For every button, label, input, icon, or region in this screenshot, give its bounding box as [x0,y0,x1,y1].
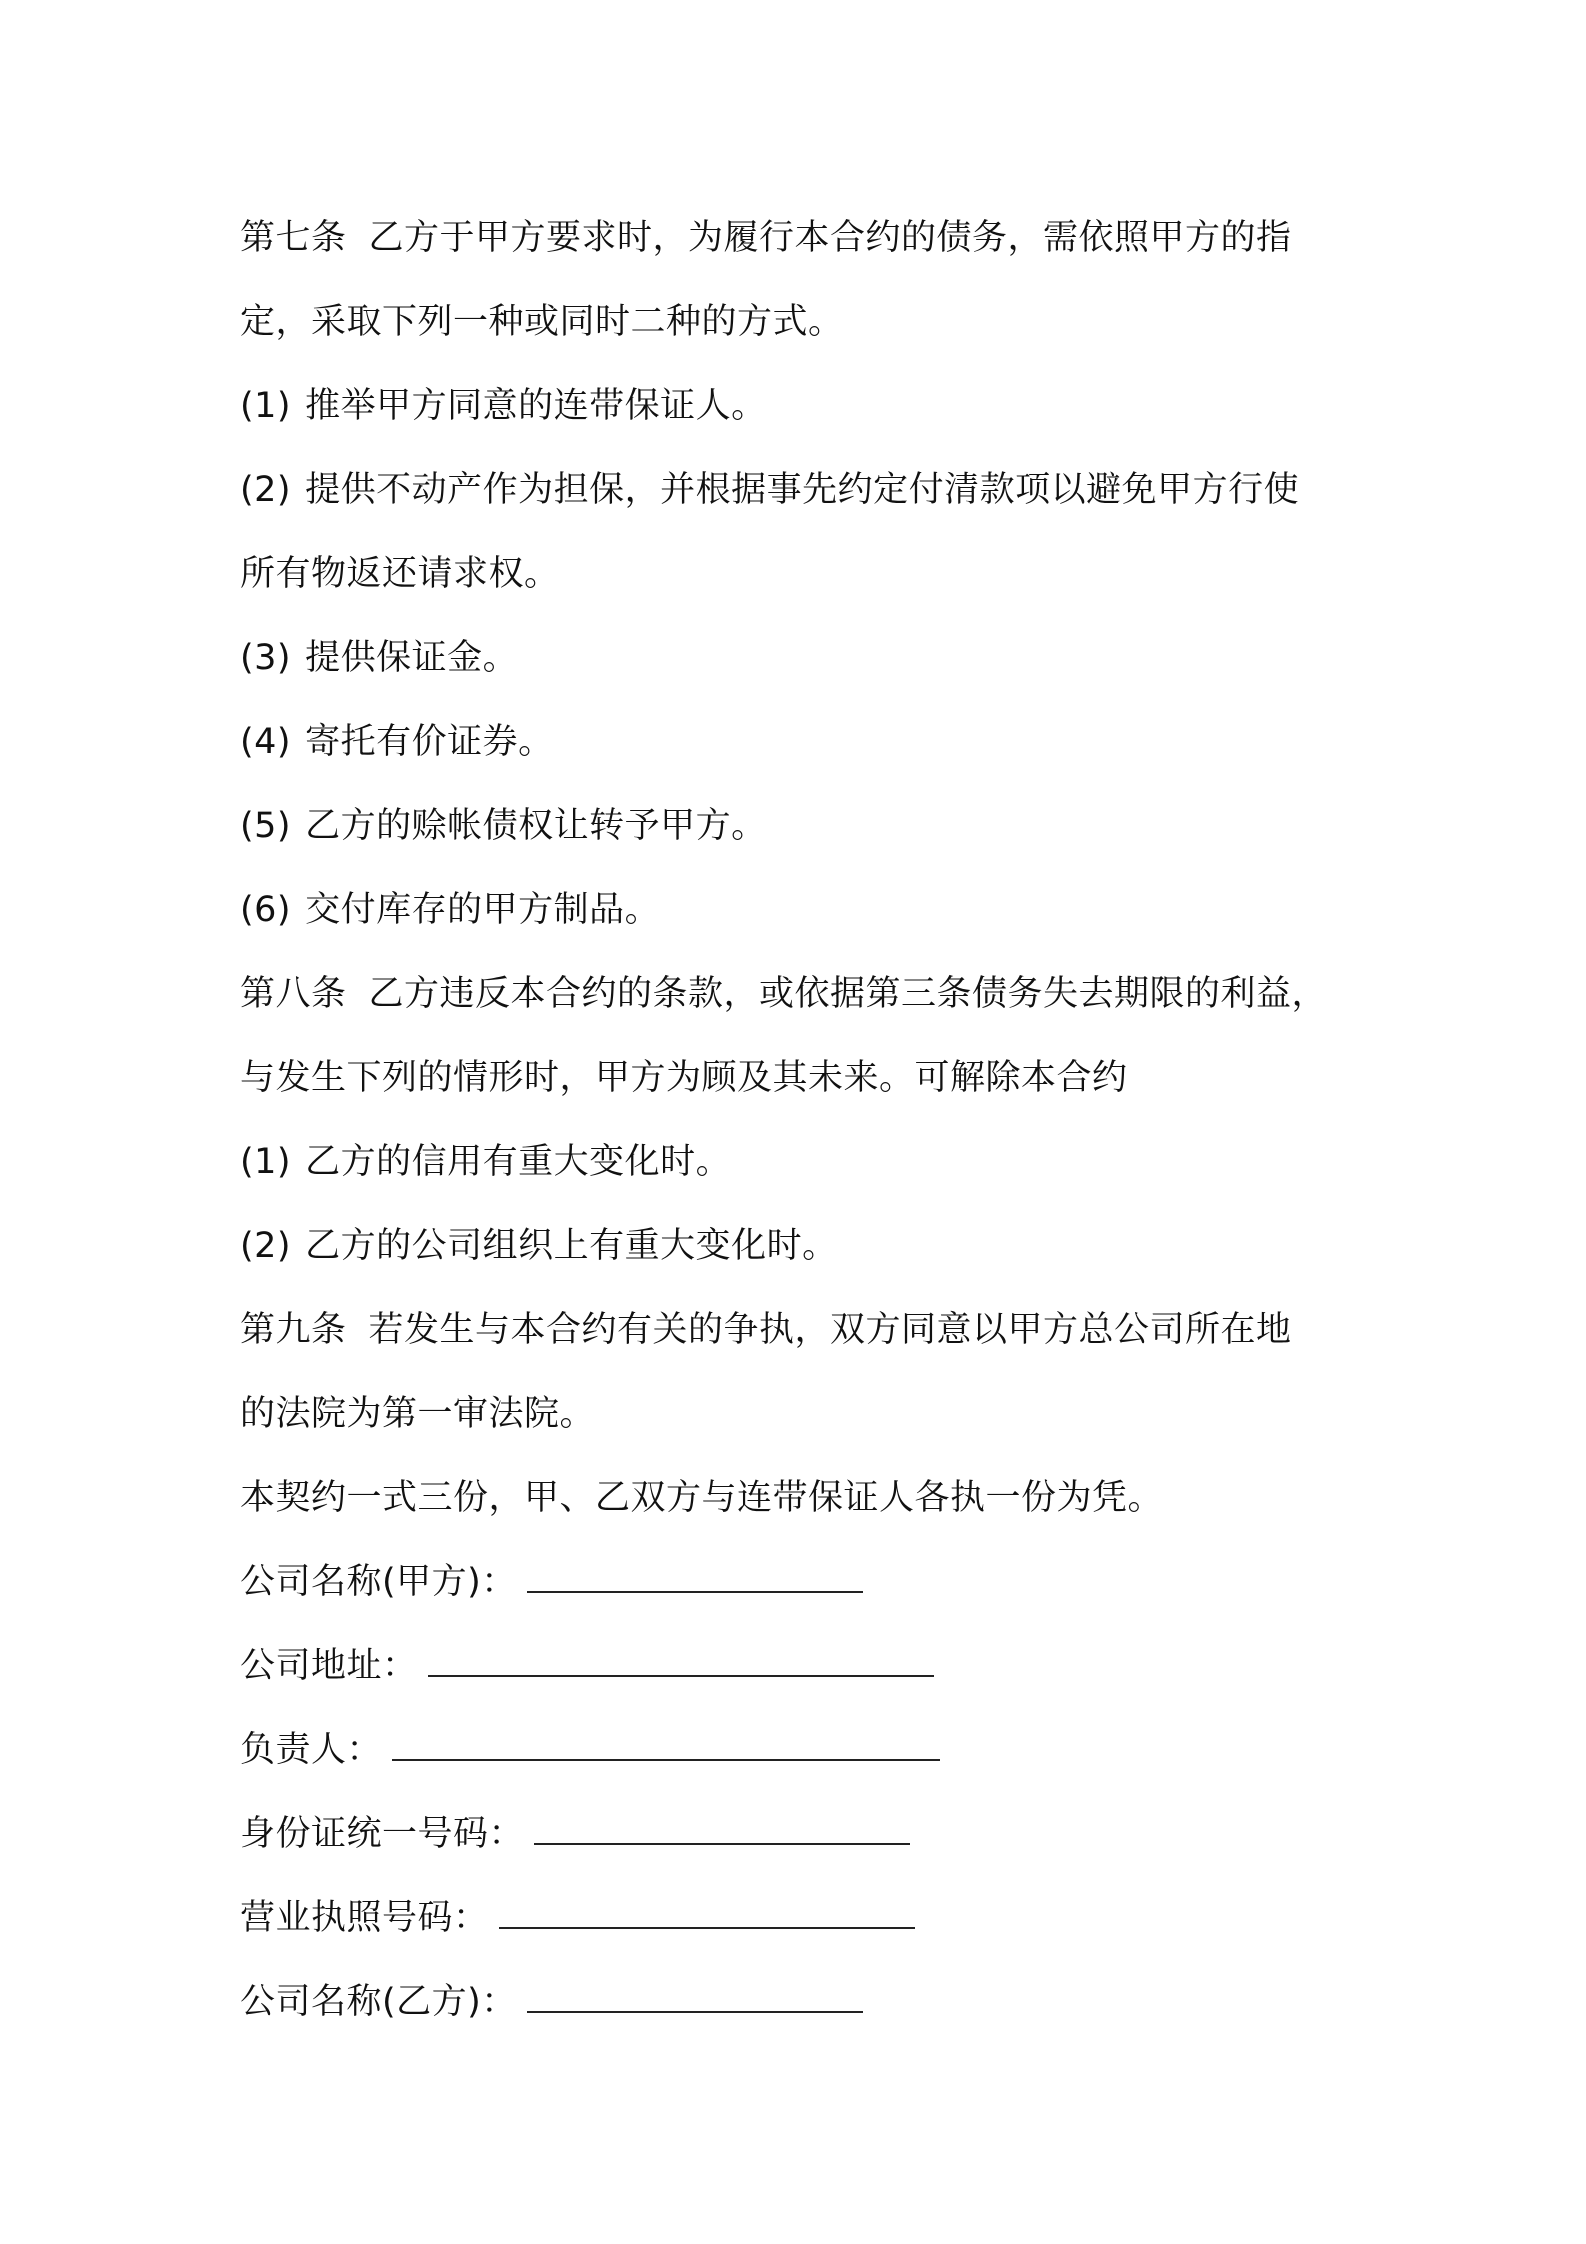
closing-statement [240,1456,1370,1540]
fill-in-blank[interactable] [534,1813,910,1845]
item-number: (6) [240,890,292,930]
field-company-address [240,1624,1370,1708]
article-8-item-2 [240,1204,1370,1288]
field-label: 营业执照号码： [240,1898,489,1938]
article-9-line-1 [240,1288,1370,1372]
article-7-text-2: 定，采取下列一种或同时二种的方式。 [240,302,844,342]
article-8-label: 第八条 [240,974,347,1014]
article-9-line-2 [240,1372,1370,1456]
field-label: 公司名称(甲方)： [240,1562,517,1602]
field-responsible-person [240,1708,1370,1792]
article-9-text-1: 若发生与本合约有关的争执，双方同意以甲方总公司所在地 [368,1310,1292,1350]
article-8-line-2 [240,1036,1370,1120]
field-label: 公司地址： [240,1646,418,1686]
item-text-continued: 所有物返还请求权。 [240,554,560,594]
item-text: 乙方的赊帐债权让转予甲方。 [305,806,767,846]
field-party-b-name [240,1960,1370,2044]
article-7-line-2 [240,280,1370,364]
article-7-item-4 [240,700,1370,784]
closing-text: 本契约一式三份，甲、乙双方与连带保证人各执一份为凭。 [240,1478,1164,1518]
item-text: 交付库存的甲方制品。 [305,890,661,930]
fill-in-blank[interactable] [392,1729,940,1761]
item-text: 提供保证金。 [305,638,519,678]
contract-body [240,196,1370,2044]
article-8-item-1 [240,1120,1370,1204]
article-9-text-2: 的法院为第一审法院。 [240,1394,596,1434]
article-7-item-2-continued [240,532,1370,616]
article-9-label: 第九条 [240,1310,347,1350]
field-label: 身份证统一号码： [240,1814,525,1854]
item-text: 乙方的信用有重大变化时。 [305,1142,732,1182]
item-text: 乙方的公司组织上有重大变化时。 [305,1226,838,1266]
fill-in-blank[interactable] [527,1981,863,2013]
item-number: (4) [240,722,292,762]
item-number: (1) [240,1142,292,1182]
item-number: (5) [240,806,292,846]
item-number: (1) [240,386,292,426]
article-8-text-1: 乙方违反本合约的条款，或依据第三条债务失去期限的利益， [368,974,1328,1014]
article-7-item-1 [240,364,1370,448]
fill-in-blank[interactable] [527,1561,863,1593]
article-7-label: 第七条 [240,218,347,258]
item-number: (2) [240,1226,292,1266]
article-7-item-2 [240,448,1370,532]
field-label: 公司名称(乙方)： [240,1982,517,2022]
article-7-item-3 [240,616,1370,700]
item-text: 提供不动产作为担保，并根据事先约定付清款项以避免甲方行使 [305,470,1300,510]
fill-in-blank[interactable] [499,1897,915,1929]
field-label: 负责人： [240,1730,383,1770]
item-text: 寄托有价证券。 [305,722,554,762]
article-8-line-1 [240,952,1370,1036]
field-id-number [240,1792,1370,1876]
fill-in-blank[interactable] [428,1645,934,1677]
article-7-line-1 [240,196,1370,280]
item-number: (2) [240,470,292,510]
field-business-license-number [240,1876,1370,1960]
item-text: 推举甲方同意的连带保证人。 [305,386,767,426]
article-7-text-1: 乙方于甲方要求时，为履行本合约的债务，需依照甲方的指 [368,218,1292,258]
article-8-text-2: 与发生下列的情形时，甲方为顾及其未来。可解除本合约 [240,1058,1128,1098]
article-7-item-6 [240,868,1370,952]
article-7-item-5 [240,784,1370,868]
field-party-a-name [240,1540,1370,1624]
item-number: (3) [240,638,292,678]
